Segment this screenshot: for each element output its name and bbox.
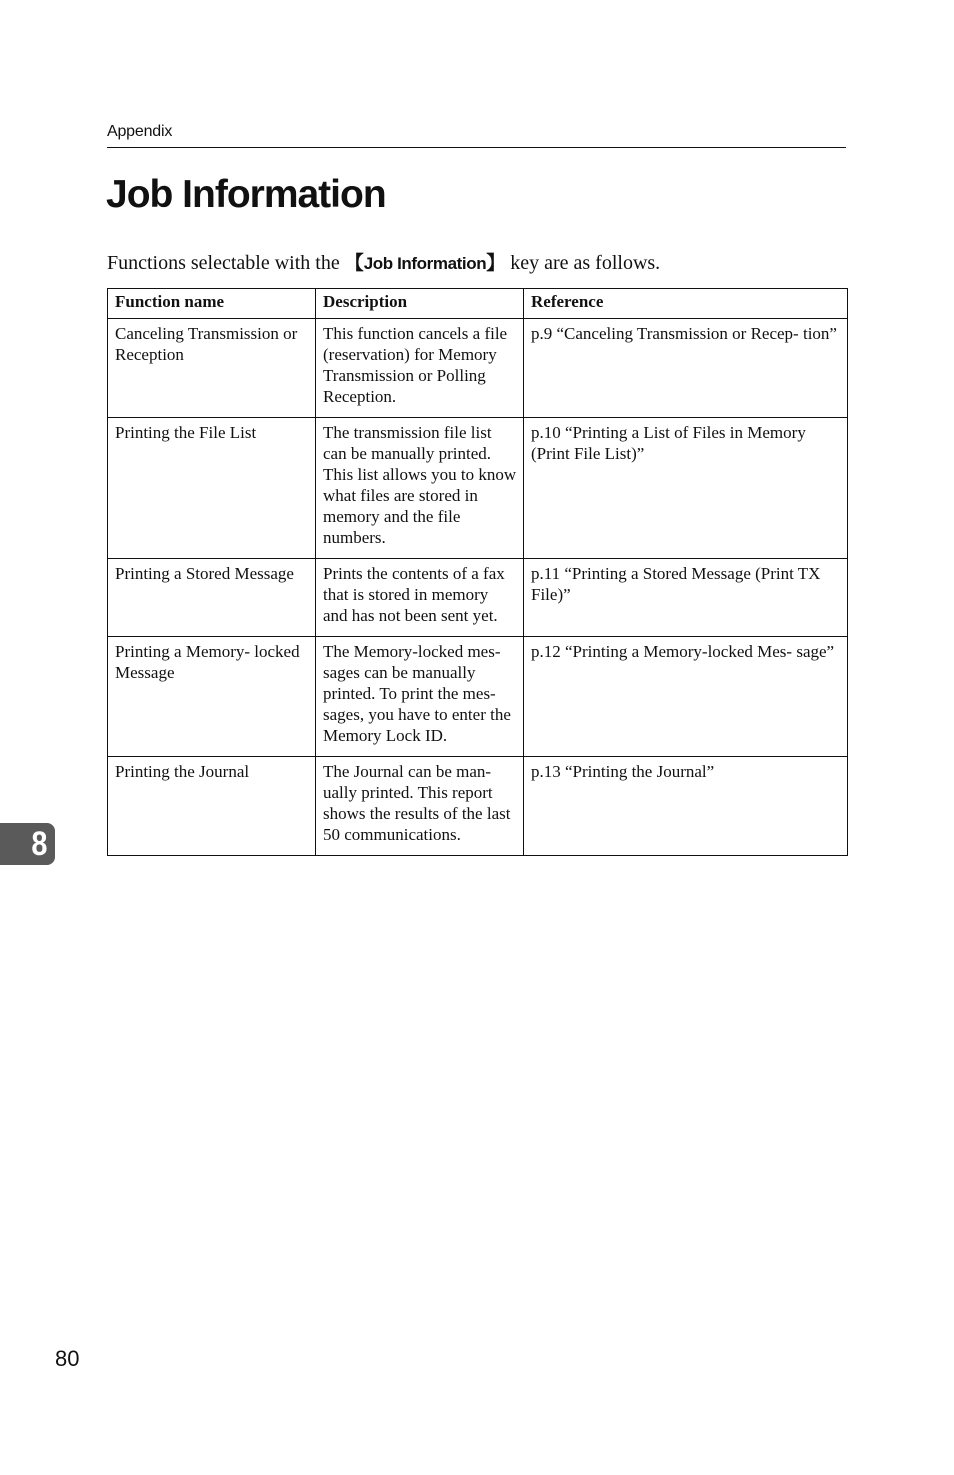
function-name-cell xyxy=(108,319,316,418)
reference-text: p.9 “Canceling Transmission or Recep- tion” xyxy=(531,324,837,343)
description-text: The Memory-locked mes- sages can be manually printed. To print the mes- sages, you have to enter the Memory Lock ID. xyxy=(323,642,511,745)
table-row xyxy=(108,637,848,757)
description-text: Prints the contents of a fax that is stored in memory and has not been sent yet. xyxy=(323,564,505,625)
reference-cell xyxy=(524,559,848,637)
key-bracket-close: 】 xyxy=(486,252,506,274)
description-cell xyxy=(316,757,524,856)
column-header-function-name: Function name xyxy=(108,289,316,319)
reference-text: p.12 “Printing a Memory-locked Mes- sage” xyxy=(531,642,835,661)
function-name-cell xyxy=(108,757,316,856)
reference-text: p.10 “Printing a List of Files in Memory (Print File List)” xyxy=(531,423,806,463)
column-header-description: Description xyxy=(316,289,524,319)
reference-text: p.13 “Printing the Journal” xyxy=(531,762,715,781)
page-number: 80 xyxy=(55,1346,80,1371)
description-text: The Journal can be man- ually printed. This report shows the results of the last 50 communications. xyxy=(323,762,511,844)
table-row xyxy=(108,559,848,637)
description-text: The transmission file list can be manually printed. This list allows you to know what files are stored in memory and the file numbers. xyxy=(323,423,517,547)
header-rule xyxy=(107,147,846,148)
function-name-cell xyxy=(108,559,316,637)
description-cell xyxy=(316,559,524,637)
function-name: Printing a Memory- locked Message xyxy=(115,642,300,682)
job-information-key-label: Job Information xyxy=(363,254,487,273)
function-name: Printing a Stored Message xyxy=(115,564,294,583)
reference-cell xyxy=(524,757,848,856)
table-row xyxy=(108,757,848,856)
intro-paragraph xyxy=(107,250,660,277)
function-name: Canceling Transmission or Reception xyxy=(115,324,298,364)
chapter-tab xyxy=(0,823,55,865)
chapter-number: 8 xyxy=(31,824,48,863)
reference-text: p.11 “Printing a Stored Message (Print TX File)” xyxy=(531,564,821,604)
column-header-reference: Reference xyxy=(524,289,848,319)
reference-cell xyxy=(524,319,848,418)
description-cell xyxy=(316,637,524,757)
description-text: This function cancels a file (reservation) for Memory Transmission or Polling Reception. xyxy=(323,324,508,406)
function-name: Printing the Journal xyxy=(115,762,250,781)
table-row xyxy=(108,418,848,559)
intro-text-before: Functions selectable with the xyxy=(107,252,345,274)
running-header: Appendix xyxy=(107,123,173,140)
page-title: Job Information xyxy=(106,173,386,216)
function-name-cell xyxy=(108,418,316,559)
job-information-table xyxy=(107,288,848,856)
intro-text-after: key are as follows. xyxy=(505,252,661,274)
reference-cell xyxy=(524,418,848,559)
reference-cell xyxy=(524,637,848,757)
table-row xyxy=(108,319,848,418)
description-cell xyxy=(316,319,524,418)
description-cell xyxy=(316,418,524,559)
table-header-row xyxy=(108,289,848,319)
key-bracket-open: 【 xyxy=(344,252,364,274)
function-name: Printing the File List xyxy=(115,423,257,442)
function-name-cell xyxy=(108,637,316,757)
